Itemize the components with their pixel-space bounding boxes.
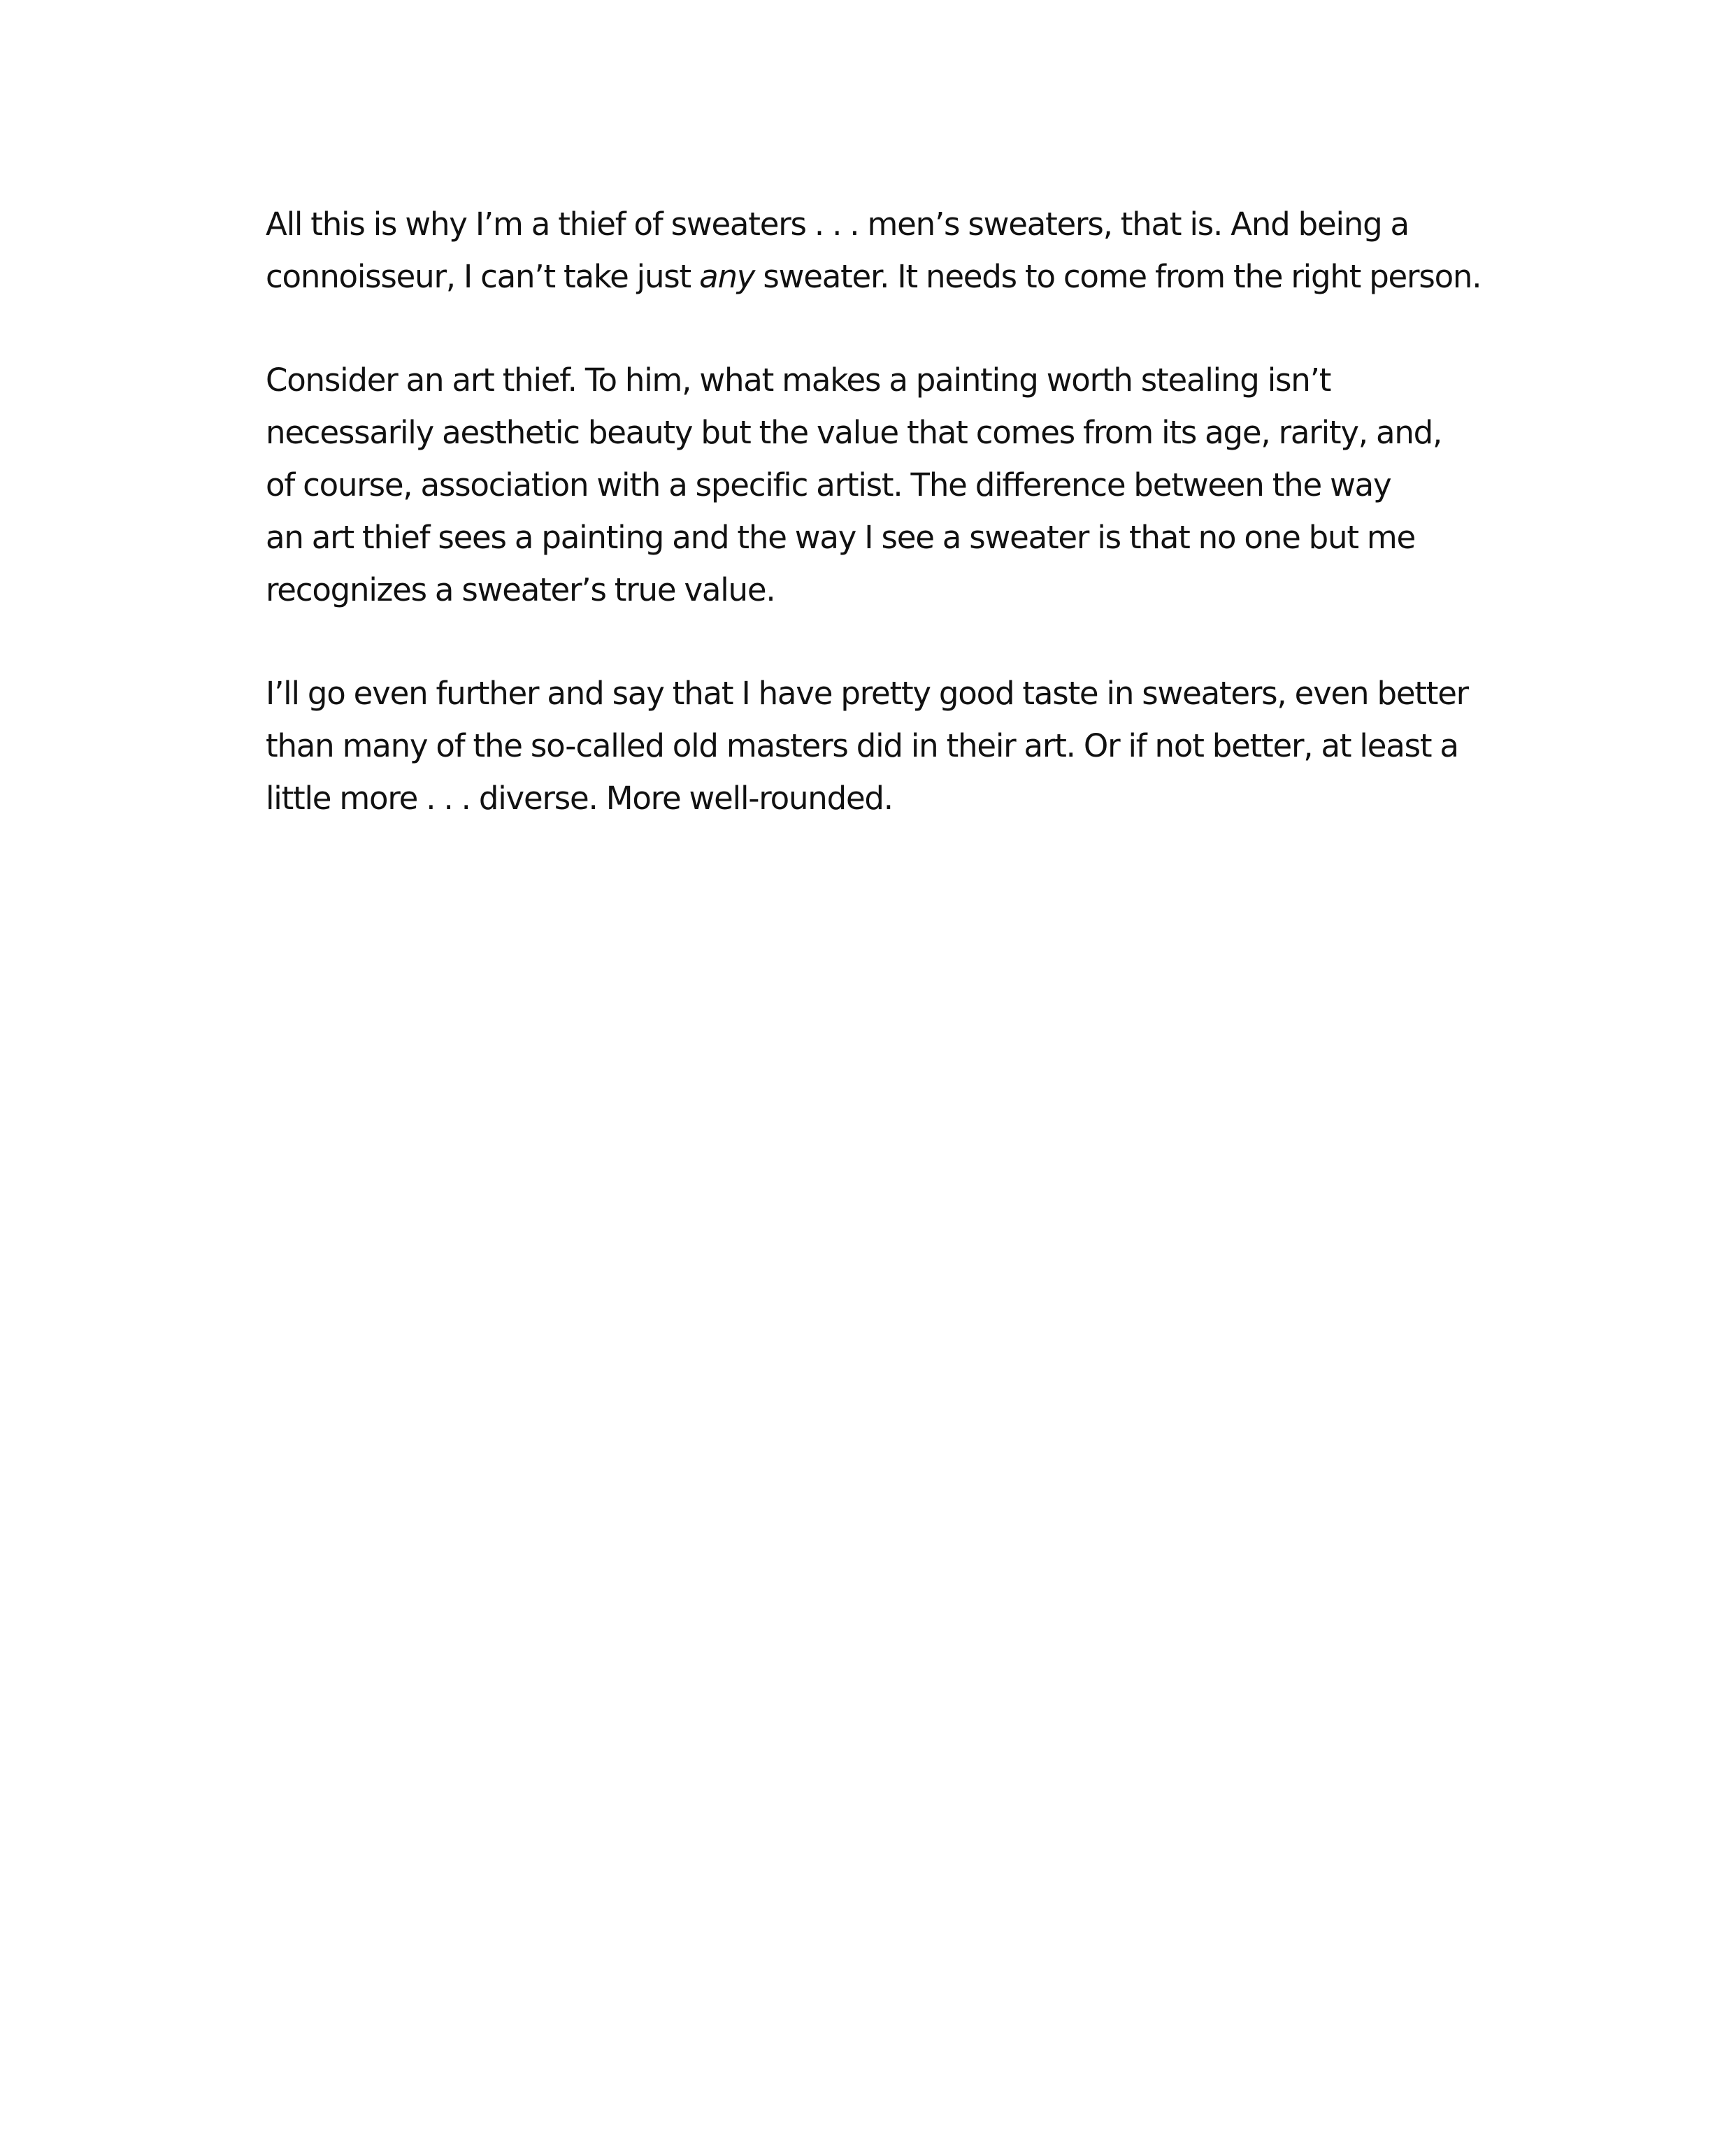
text-line: than many of the so-called old masters did in their art. Or if not better, at least a <box>266 727 1458 764</box>
paragraph-3 <box>266 667 1496 824</box>
text-line: Consider an art thief. To him, what makes a painting worth stealing isn’t <box>266 362 1331 399</box>
text-line: I’ll go even further and say that I have pretty good taste in sweaters, even better <box>266 675 1468 712</box>
paragraph-1 <box>266 198 1496 303</box>
text-run: sweater. It needs to come from the right person. <box>754 258 1482 295</box>
text-line: All this is why I’m a thief of sweaters . . . men’s sweaters, that is. And being a <box>266 206 1409 243</box>
body-text <box>266 198 1496 875</box>
text-line: little more . . . diverse. More well-rounded. <box>266 780 893 817</box>
paragraph-2 <box>266 354 1496 616</box>
text-line: necessarily aesthetic beauty but the value that comes from its age, rarity, and, <box>266 414 1442 451</box>
text-line: of course, association with a specific artist. The difference between the way <box>266 466 1391 503</box>
text-line: an art thief sees a painting and the way I see a sweater is that no one but me <box>266 519 1416 556</box>
emphasized-word: any <box>699 258 755 295</box>
text-line: recognizes a sweater’s true value. <box>266 571 775 608</box>
text-line <box>266 250 1496 303</box>
text-run: connoisseur, I can’t take just <box>266 258 700 295</box>
